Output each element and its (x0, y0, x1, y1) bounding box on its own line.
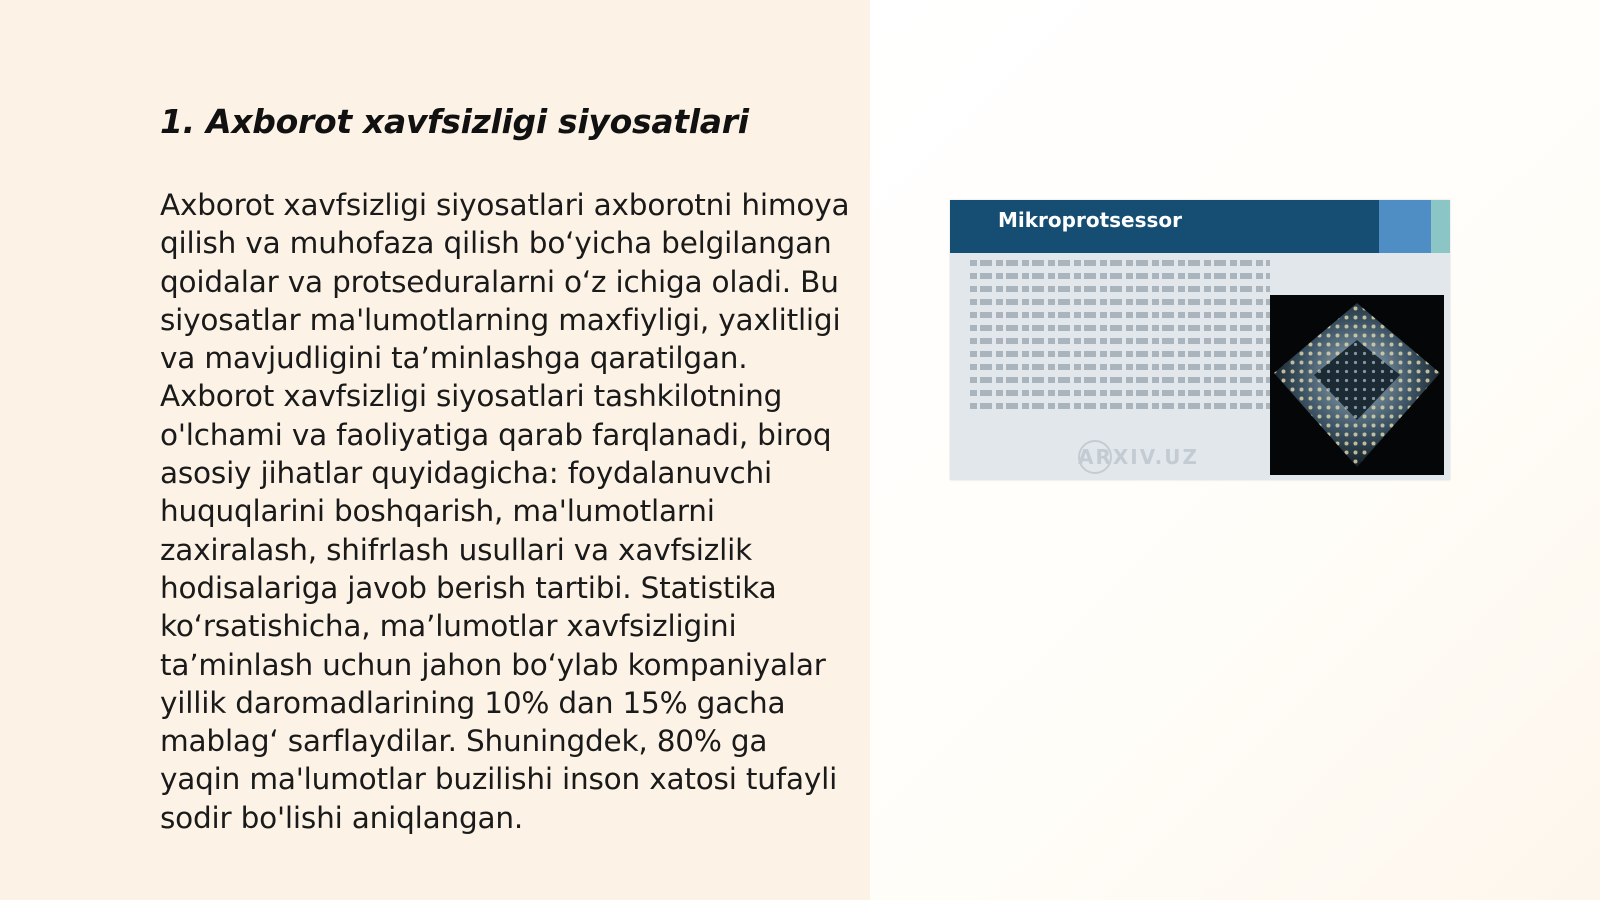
slide-title: 1. Axborot xavfsizligi siyosatlari (160, 102, 749, 141)
image-header-title: Mikroprotsessor (998, 208, 1183, 232)
image-watermark: ARXIV.UZ (1078, 445, 1199, 469)
microprocessor-image (950, 200, 1450, 480)
cpu-chip-icon (1270, 295, 1444, 475)
image-header-accent (1379, 200, 1431, 253)
image-header-accent-secondary (1431, 200, 1450, 253)
slide-body-text: Axborot xavfsizligi siyosatlari axborotni himoya qilish va muhofaza qilish bo‘yicha belgilangan qoidalar va protseduralarni o‘z ichiga oladi. Bu siyosatlar ma'lumotlarning maxfiyligi, yaxlitligi va mavjudligini ta’minlashga qaratilgan. Axborot xavfsizligi siyosatlari tashkilotning o'lchami va faoliyatiga qarab farqlanadi, biroq asosiy jihatlar quyidagicha: foydalanuvchi huquqlarini boshqarish, ma'lumotlarni zaxiralash, shifrlash usullari va xavfsizlik hodisalariga javob berish tartibi. Statistika ko‘rsatishicha, ma’lumotlar xavfsizligini ta’minlash uchun jahon bo‘ylab kompaniyalar yillik daromadlarining 10% dan 15% gacha mablag‘ sarflaydilar. Shuningdek, 80% ga yaqin ma'lumotlar buzilishi inson xatosi tufayli sodir bo'lishi aniqlangan. (160, 188, 850, 835)
image-text-lines (970, 260, 1270, 416)
